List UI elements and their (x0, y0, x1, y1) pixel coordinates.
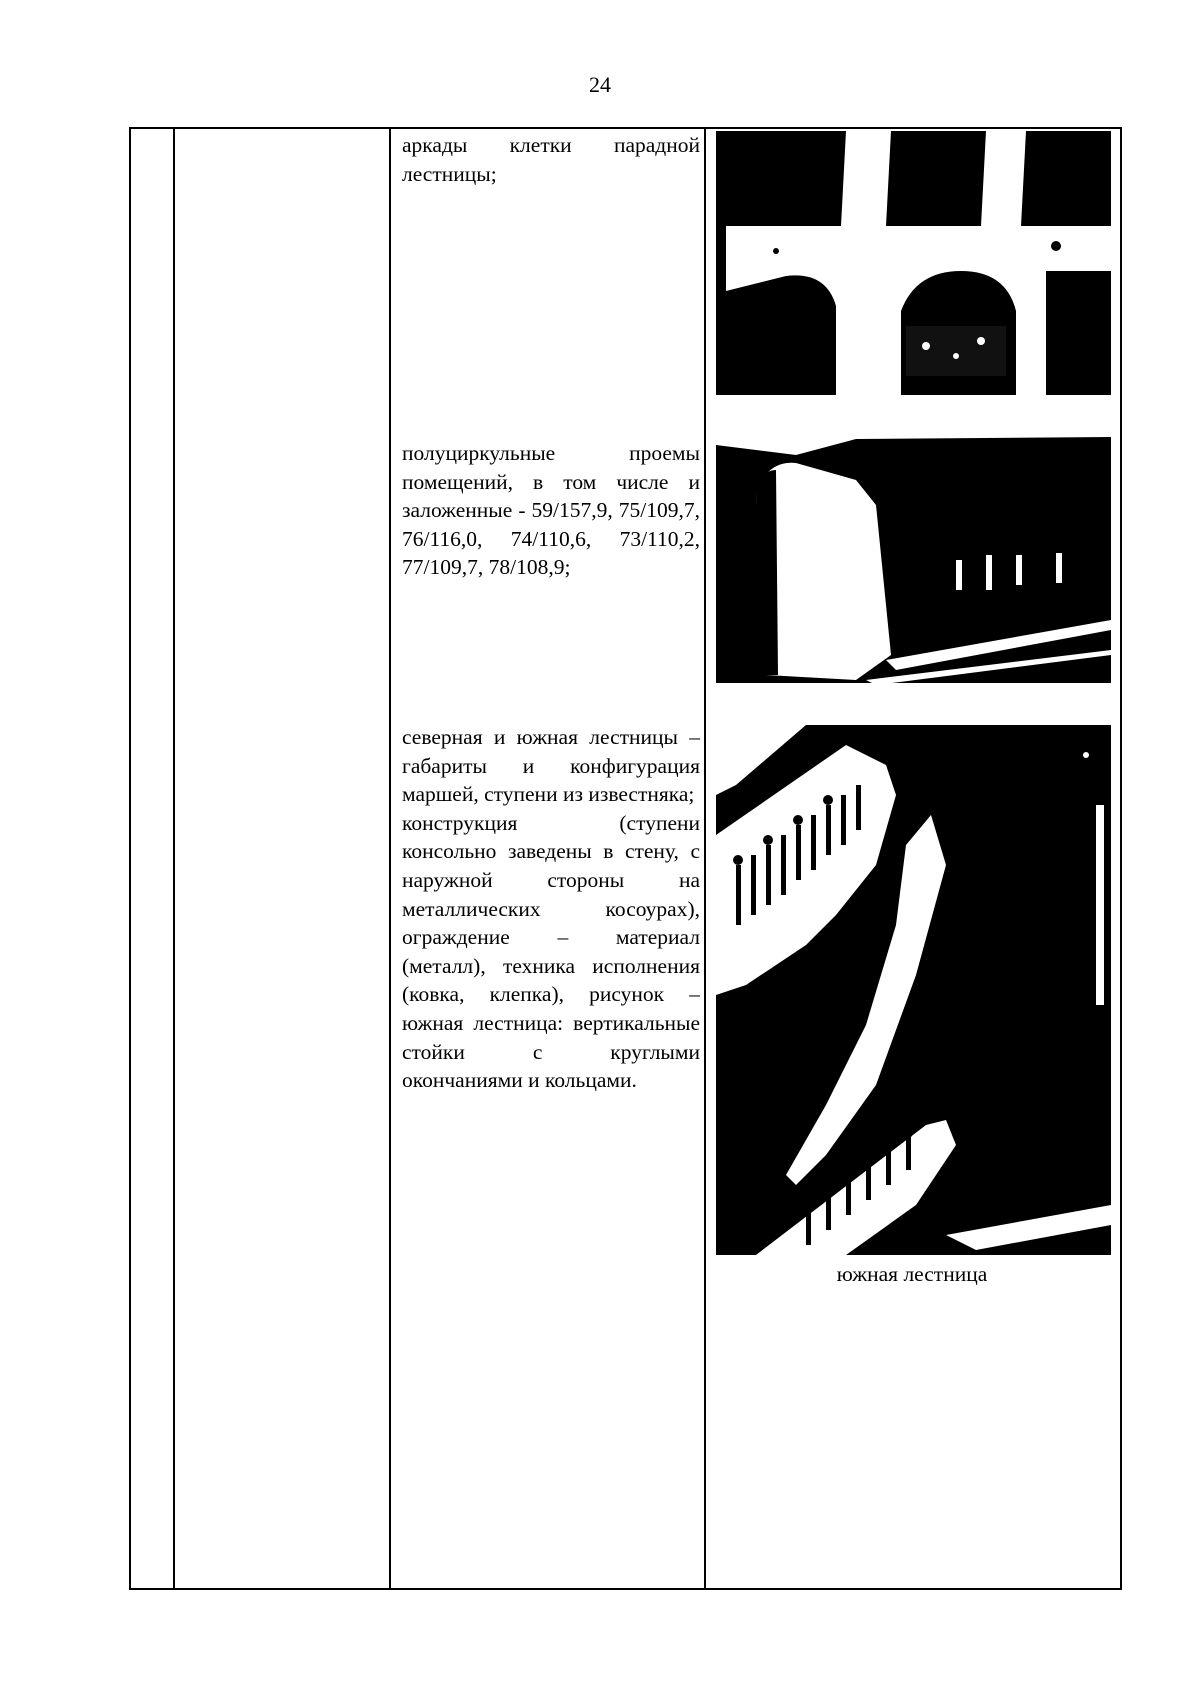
table-column-divider-2 (389, 127, 391, 1590)
photo-arcades (716, 131, 1111, 395)
table-border-bottom (129, 1588, 1122, 1590)
item-text-arcades (402, 131, 700, 188)
photo-caption: южная лестница (836, 1262, 988, 1286)
item-text-paragraph: конструкция (ступени консольно заведены в стену, с наружной стороны на металлических косоурах), ограждение – материал (металл), техника исполнения (ковка, клепка), рисунок – южная лестница: вертикальные стойки с круглыми окончаниями и кольцами. (402, 810, 700, 1093)
table-border-top (129, 127, 1122, 129)
photo-openings (716, 425, 1111, 691)
table-border-right (1120, 127, 1122, 1590)
item-text-staircases (402, 723, 700, 1095)
table-border-left (129, 127, 131, 1590)
item-text: полуциркульные проемы помещений, в том числе и заложенные - 59/157,9, 75/109,7, 76/116,0, 74/110,6, 73/110,2, 77/109,7, 78/108,9; (402, 441, 700, 580)
item-text-paragraph: северная и южная лестницы – габариты и конфигурация маршей, ступени из известняка; (402, 725, 700, 807)
photo-south-staircase (716, 725, 1111, 1255)
table-column-divider-1 (173, 127, 175, 1590)
page-number: 24 (589, 72, 611, 97)
item-text: аркады клетки парадной лестницы; (402, 133, 700, 186)
table-column-divider-3 (704, 127, 706, 1590)
item-text-openings (402, 439, 700, 582)
